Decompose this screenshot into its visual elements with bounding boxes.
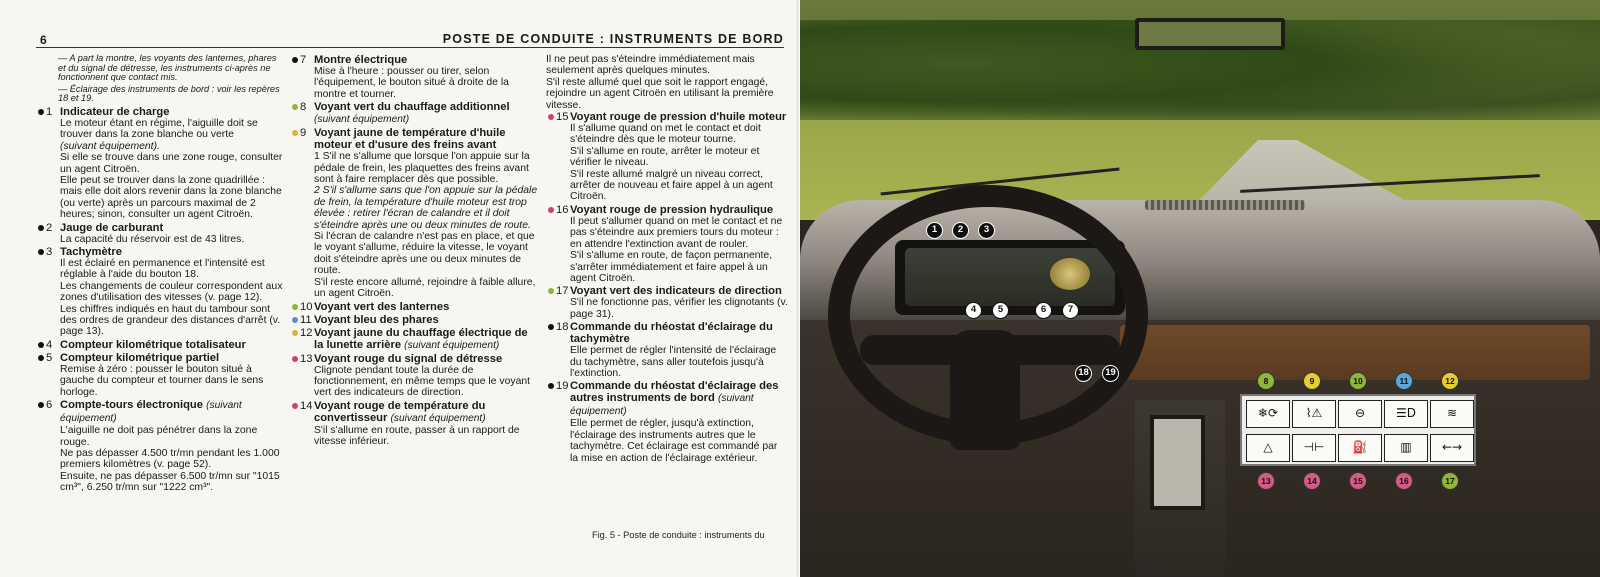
item-12	[290, 327, 539, 352]
indicator-arrows-icon: ←→	[1430, 434, 1474, 462]
bullet-icon	[548, 324, 554, 330]
body-line: Il peut s'allumer quand on met le contact et ne pas s'éteindre aux premiers tours du moteur : en attendre l'extinction avant de rouler.	[570, 215, 783, 250]
item-5	[36, 352, 283, 398]
callout-7: 7	[1062, 302, 1079, 319]
item-title-text: Commande du rhéostat d'éclairage du tachymètre	[570, 321, 773, 346]
lamp-number-17: 17	[1441, 472, 1459, 490]
item-15	[546, 111, 788, 203]
item-number: 8	[300, 101, 307, 114]
item-title	[546, 285, 788, 297]
body-line: Si l'écran de calandre n'est pas en place, et que le voyant s'allume, réduire la vitesse, le voyant doit s'éteindre après une ou deux minutes de route.	[314, 231, 535, 277]
callout-4: 4	[965, 302, 982, 319]
item-body	[36, 258, 283, 338]
item-number: 12	[300, 326, 313, 339]
item-subtitle: (suivant équipement)	[390, 412, 486, 424]
item-body	[36, 234, 283, 245]
bullet-icon	[38, 402, 44, 408]
item-11	[290, 314, 539, 326]
item-title-text: Jauge de carburant	[60, 221, 164, 234]
bullet-icon	[292, 403, 298, 409]
body-line: Mise à l'heure : pousser ou tirer, selon l'équipement, le bouton situé à droite de la montre et tourner.	[314, 66, 509, 100]
item-title-text: Voyant rouge de température du convertisseur	[314, 399, 486, 424]
column-1	[36, 54, 283, 495]
bullet-icon	[38, 225, 44, 231]
item-title	[546, 204, 788, 216]
item-number: 18	[556, 321, 569, 334]
item-number: 15	[556, 111, 569, 124]
body-line: 1 S'il ne s'allume que lorsque l'on appuie sur la pédale de frein, les plaquettes des freins avant sont à faire remplacer dès que possible.	[314, 151, 530, 186]
item-title-text: Voyant jaune du chauffage électrique de la lunette arrière	[314, 326, 528, 351]
item-body	[36, 118, 283, 221]
item-2	[36, 222, 283, 245]
item-body	[546, 123, 788, 203]
page-number: 6	[40, 33, 47, 47]
item-title-text: Commande du rhéostat d'éclairage des autres instruments de bord	[570, 380, 779, 405]
item-body	[546, 345, 788, 379]
item-title-text: Voyant rouge de pression hydraulique	[570, 203, 774, 216]
item-number: 11	[300, 313, 312, 326]
item-number: 6	[46, 399, 53, 412]
item-number: 19	[556, 380, 569, 393]
item-title-text: Voyant bleu des phares	[314, 313, 439, 326]
dashboard-photo	[800, 0, 1600, 577]
item-title-text: Compteur kilométrique partiel	[60, 351, 220, 364]
item-title	[546, 380, 788, 418]
right-page	[800, 0, 1600, 577]
item-title	[290, 400, 539, 425]
bullet-icon	[548, 383, 554, 389]
body-line: Les chiffres indiqués en haut du tambour sont des ordres de grandeur des distances d'arrêt (v. page 13).	[60, 303, 281, 338]
rear-demist-icon: ≋	[1430, 400, 1474, 428]
running-head: POSTE DE CONDUITE : INSTRUMENTS DE BORD	[442, 32, 784, 46]
item-18	[546, 321, 788, 379]
lamp-number-8: 8	[1257, 372, 1275, 390]
lamp-number-11: 11	[1395, 372, 1413, 390]
item-title	[36, 339, 283, 351]
bullet-icon	[292, 330, 298, 336]
callout-5: 5	[992, 302, 1009, 319]
warning-lamp-panel	[1240, 394, 1476, 466]
item-8	[290, 101, 539, 126]
item-body	[36, 364, 283, 398]
body-line: S'il reste encore allumé, rejoindre à faible allure, un agent Citroën.	[314, 276, 536, 300]
item-number: 7	[300, 54, 307, 66]
body-line: Clignote pendant toute la durée de fonctionnement, en même temps que le voyant vert des indicateurs de direction.	[314, 364, 531, 399]
item-body	[290, 151, 539, 299]
item-14	[290, 400, 539, 448]
item-body	[290, 425, 539, 448]
body-line: Elle permet de régler l'intensité de l'éclairage du tachymètre, sans aller toutefois jusqu'à l'extinction.	[570, 345, 777, 379]
lamp-number-16: 16	[1395, 472, 1413, 490]
body-line: Si elle se trouve dans une zone rouge, consulter un agent Citroën.	[60, 152, 283, 175]
converter-icon: ⊣⊢	[1292, 434, 1336, 462]
item-title	[546, 321, 788, 345]
callout-1: 1	[926, 222, 943, 239]
item-title-text: Voyant jaune de température d'huile moteur et d'usure des freins avant	[314, 127, 506, 152]
bullet-icon	[292, 356, 298, 362]
body-line: La capacité du réservoir est de 43 litres.	[60, 233, 245, 245]
item-title	[36, 352, 283, 364]
item-title-text: Montre électrique	[314, 54, 408, 66]
bullet-icon	[548, 207, 554, 213]
item-title	[290, 127, 539, 151]
item-title	[290, 353, 539, 365]
item-title-text: Voyant rouge du signal de détresse	[314, 352, 503, 365]
item-title	[290, 314, 539, 326]
item-number: 1	[46, 105, 53, 118]
heater-fan-icon: ❄⟳	[1246, 400, 1290, 428]
item-number: 5	[46, 351, 53, 364]
item-title	[36, 222, 283, 234]
bullet-icon	[292, 304, 298, 310]
body-line: Elle peut se trouver dans la zone quadrillée : mais elle doit alors revenir dans la zone blanche (ou verte) après un parcours maximal de 2 heures; sinon, consulter un agent Citroën.	[60, 175, 282, 221]
item-17	[546, 285, 788, 320]
item-body	[36, 425, 283, 493]
body-line: Ensuite, ne pas dépasser 6.500 tr/mn sur "1015 cm³", 6.250 tr/mn sur "1222 cm³".	[60, 470, 280, 494]
item-title	[546, 111, 788, 123]
callout-2: 2	[952, 222, 969, 239]
item-title	[36, 246, 283, 258]
item-1	[36, 106, 283, 221]
item-9	[290, 127, 539, 299]
bullet-icon	[292, 57, 298, 63]
header-rule	[36, 47, 784, 48]
item-title-text: Voyant vert du chauffage additionnel	[314, 101, 510, 114]
body-line: S'il reste allumé malgré un niveau correct, arrêter de nouveau et faire appel à un agent Citroën.	[570, 168, 773, 203]
body-line: S'il s'allume en route, de façon permanente, s'arrêter immédiatement et faire appel à un agent Citroën.	[570, 250, 773, 284]
body-line: Elle permet de régler, jusqu'à extinction, l'éclairage des instruments autres que le tachymètre. Cet éclairage est commandé par la mise en action de l'éclairage extérieur.	[570, 418, 778, 464]
body-line: Ne pas dépasser 4.500 tr/mn pendant les 1.000 premiers kilomètres (v. page 52).	[60, 447, 280, 471]
callout-18: 18	[1075, 365, 1092, 382]
bullet-icon	[292, 317, 298, 323]
item-7	[290, 54, 539, 100]
item-subtitle: (suivant équipement)	[314, 114, 410, 126]
bullet-icon	[38, 355, 44, 361]
item-4	[36, 339, 283, 351]
hydraulic-icon: ▥	[1384, 434, 1428, 462]
column-2	[290, 54, 539, 449]
item-subtitle: (suivant équipement)	[60, 400, 242, 425]
body-line: Il est éclairé en permanence et l'intensité est réglable à l'aide du bouton 18.	[60, 258, 265, 281]
bullet-icon	[292, 130, 298, 136]
bullet-icon	[38, 249, 44, 255]
item-title-text: Voyant vert des indicateurs de direction	[570, 285, 782, 298]
item-number: 14	[300, 399, 313, 412]
item-subtitle: (suivant équipement)	[570, 393, 754, 418]
steering-hub	[950, 330, 1020, 450]
body-line: (suivant équipement).	[60, 140, 160, 152]
item-body	[546, 297, 788, 320]
callout-3: 3	[978, 222, 995, 239]
lamp-number-10: 10	[1349, 372, 1367, 390]
body-line: Les changements de couleur correspondent aux zones d'utilisation des vitesses (v. page 12).	[60, 280, 283, 304]
lamp-number-12: 12	[1441, 372, 1459, 390]
body-line: S'il ne fonctionne pas, vérifier les clignotants (v. page 31).	[570, 297, 788, 320]
item-title	[290, 101, 539, 126]
item-title	[290, 301, 539, 313]
item-subtitle: (suivant équipement)	[404, 339, 500, 351]
item-number: 17	[556, 285, 569, 298]
item-title-text: Tachymètre	[60, 246, 122, 259]
item-title-text: Indicateur de charge	[60, 105, 170, 118]
body-line: Le moteur étant en régime, l'aiguille doit se trouver dans la zone blanche ou verte	[60, 117, 258, 141]
item-number: 3	[46, 246, 53, 259]
lamp-number-15: 15	[1349, 472, 1367, 490]
bullet-icon	[38, 342, 44, 348]
oil-can-icon: ⛽	[1338, 434, 1382, 462]
intro-note: — A part la montre, les voyants des lanternes, phares et du signal de détresse, les instruments ci-après ne fonctionnent que contact mis.	[58, 53, 277, 83]
item-19	[546, 380, 788, 464]
item-number: 9	[300, 127, 307, 140]
oil-brake-icon: ⌇⚠	[1292, 400, 1336, 428]
body-line: 2 S'il s'allume sans que l'on appuie sur la pédale de frein, la température d'huile moteur est trop élevée : retirer l'écran de calandre et il doit s'éteindre après une ou deux minutes de route.	[314, 185, 538, 231]
body-line: S'il s'allume en route, passer à un rapport de vitesse inférieur.	[314, 424, 520, 448]
item-number: 2	[46, 221, 53, 234]
body-line: S'il s'allume en route, arrêter le moteur et vérifier le niveau.	[570, 145, 760, 169]
item-16	[546, 204, 788, 284]
item-6	[36, 399, 283, 493]
item-10	[290, 301, 539, 313]
item-number: 10	[300, 300, 313, 313]
item-title-text: Voyant vert des lanternes	[314, 300, 450, 313]
item-title	[290, 327, 539, 352]
intro-note: — Éclairage des instruments de bord : voir les repères 18 et 19.	[58, 83, 280, 104]
item-title	[36, 399, 283, 425]
item-title-text: Voyant rouge de pression d'huile moteur	[570, 111, 787, 124]
item-title	[36, 106, 283, 118]
item-number: 16	[556, 203, 569, 216]
item-body	[290, 66, 539, 100]
callout-6: 6	[1035, 302, 1052, 319]
hazard-icon: △	[1246, 434, 1290, 462]
bullet-icon	[548, 114, 554, 120]
continuation-text: Il ne peut pas s'éteindre immédiatement mais seulement après quelques minutes. S'il reste allumé quel que soit le rapport engagé, rejoindre un agent Citroën en utilisant la première vitesse.	[546, 54, 774, 111]
bullet-icon	[292, 104, 298, 110]
lamp-number-13: 13	[1257, 472, 1275, 490]
bullet-icon	[38, 109, 44, 115]
item-title-text: Compteur kilométrique totalisateur	[60, 338, 246, 351]
item-number: 13	[300, 352, 313, 365]
bullet-icon	[548, 288, 554, 294]
item-body	[290, 365, 539, 399]
body-line: Il s'allume quand on met le contact et doit s'éteindre dès que le moteur tourne.	[570, 123, 761, 146]
rear-view-mirror	[1135, 18, 1285, 50]
item-body	[546, 418, 788, 464]
figure-caption: Fig. 5 - Poste de conduite : instruments du	[592, 530, 765, 540]
lamp-number-9: 9	[1303, 372, 1321, 390]
console-tray	[1150, 415, 1205, 510]
lamp-number-14: 14	[1303, 472, 1321, 490]
defrost-vent	[1145, 200, 1305, 210]
body-line: L'aiguille ne doit pas pénétrer dans la zone rouge.	[60, 425, 258, 448]
item-13	[290, 353, 539, 399]
item-3	[36, 246, 283, 338]
sidelight-icon: ⊖	[1338, 400, 1382, 428]
item-body	[546, 216, 788, 284]
body-line: Remise à zéro : pousser le bouton situé à gauche du compteur et tourner dans le sens horloge.	[60, 363, 264, 398]
item-title-text: Compte-tours électronique	[60, 399, 207, 412]
callout-19: 19	[1102, 365, 1119, 382]
column-3	[546, 54, 788, 465]
item-number: 4	[46, 338, 53, 351]
headlight-icon: ☰D	[1384, 400, 1428, 428]
item-title	[290, 54, 539, 66]
